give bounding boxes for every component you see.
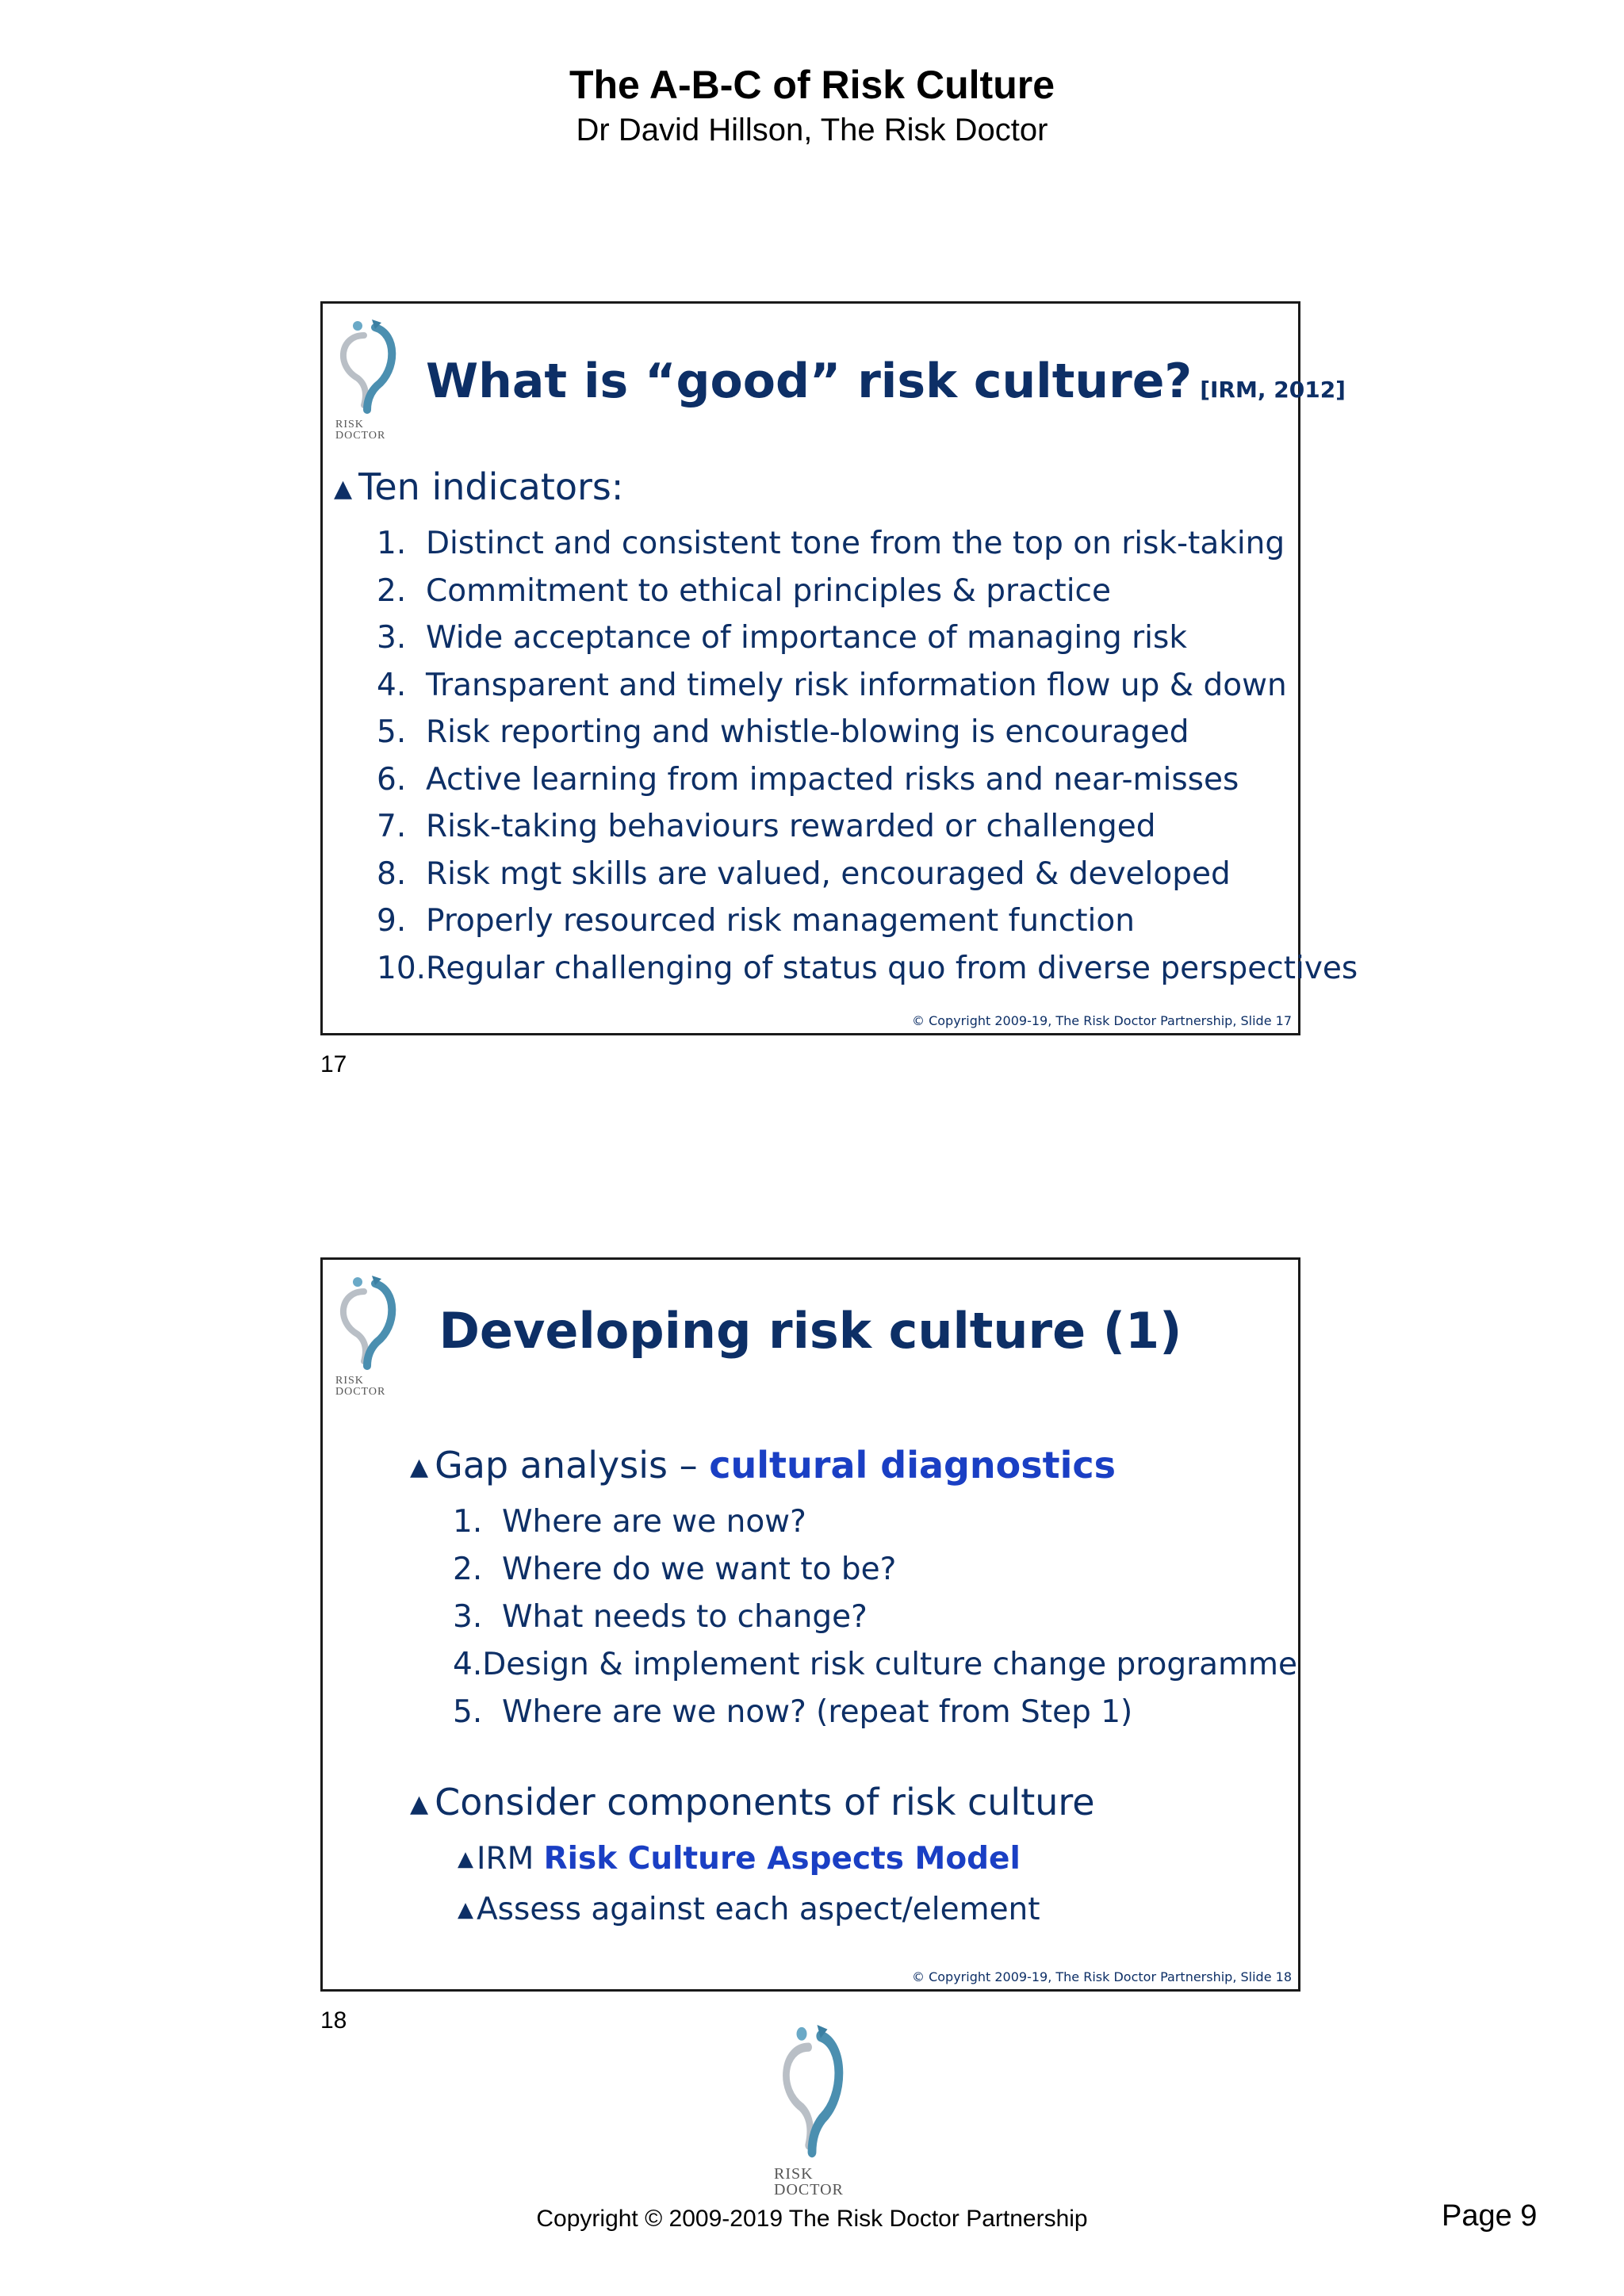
- slide-18: [320, 1257, 1300, 1992]
- triangle-bullet-icon: ▲: [458, 1847, 473, 1871]
- list-item: 5. Risk reporting and whistle-blowing is encouraged: [377, 714, 1189, 750]
- list-item: 10. Regular challenging of status quo from diverse perspectives: [377, 950, 1358, 986]
- bullet-point: ▲ Consider components of risk culture: [410, 1777, 1290, 1832]
- slide-copyright: © Copyright 2009-19, The Risk Doctor Partnership, Slide 17: [912, 1013, 1292, 1028]
- document-header: [0, 60, 1624, 151]
- slide-number: 17: [320, 1051, 347, 1077]
- list-item: 1. Distinct and consistent tone from the top on risk-taking: [377, 526, 1285, 561]
- list-item: 6. Active learning from impacted risks and near-misses: [377, 761, 1239, 798]
- slide-number: 18: [320, 2007, 347, 2034]
- bullet-point: ▲ Ten indicators:: [334, 462, 1293, 517]
- list-item: 2. Where do we want to be?: [453, 1552, 897, 1587]
- slide-body: [410, 1441, 1298, 1937]
- triangle-bullet-icon: ▲: [334, 475, 353, 503]
- indicator-list: [334, 520, 1358, 992]
- list-item: 5. Where are we now? (repeat from Step 1): [453, 1694, 1133, 1730]
- logo-text: RISK DOCTOR: [335, 1375, 386, 1398]
- slide-body: [334, 462, 1358, 992]
- page-number: Page 9: [1442, 2199, 1538, 2233]
- slide-17: [320, 301, 1358, 1035]
- logo-text: RISK DOCTOR: [774, 2165, 844, 2198]
- sub-bullet-list: [458, 1835, 1290, 1937]
- list-item: 8. Risk mgt skills are valued, encouraged & developed: [377, 855, 1231, 892]
- list-item: 4. Transparent and timely risk information flow up & down: [377, 667, 1287, 703]
- bullet-point: ▲ Gap analysis – cultural diagnostics: [410, 1441, 1290, 1495]
- triangle-bullet-icon: ▲: [410, 1790, 429, 1818]
- list-item: 9. Properly resourced risk management function: [377, 903, 1135, 939]
- list-item: 3. Wide acceptance of importance of managing risk: [377, 620, 1187, 656]
- risk-doctor-footer-logo-icon: [771, 2014, 853, 2196]
- list-item: 4. Design & implement risk culture change programme: [453, 1647, 1298, 1682]
- highlight-text: cultural diagnostics: [709, 1444, 1116, 1487]
- list-item: 3. What needs to change?: [453, 1599, 868, 1635]
- document-title: The A-B-C of Risk Culture: [569, 63, 1055, 107]
- triangle-bullet-icon: ▲: [410, 1453, 429, 1481]
- document-subtitle: Dr David Hillson, The Risk Doctor: [576, 113, 1048, 147]
- step-list: [410, 1498, 1298, 1736]
- sub-bullet-point: ▲ IRM Risk Culture Aspects Model: [458, 1835, 1290, 1886]
- footer-copyright: Copyright © 2009-2019 The Risk Doctor Partnership: [536, 2206, 1088, 2232]
- slide-copyright: © Copyright 2009-19, The Risk Doctor Partnership, Slide 18: [912, 1969, 1292, 1984]
- highlight-text: Risk Culture Aspects Model: [543, 1841, 1021, 1877]
- triangle-bullet-icon: ▲: [458, 1898, 473, 1922]
- slide-title: Developing risk culture (1): [439, 1302, 1182, 1360]
- risk-doctor-logo-icon: [329, 312, 405, 442]
- slide-title: What is “good” risk culture? [IRM, 2012]: [426, 354, 1346, 409]
- logo-text: RISK DOCTOR: [335, 419, 386, 442]
- sub-bullet-point: ▲ Assess against each aspect/element: [458, 1886, 1290, 1937]
- list-item: 2. Commitment to ethical principles & practice: [377, 572, 1111, 609]
- list-item: 1. Where are we now?: [453, 1504, 806, 1540]
- title-reference: [IRM, 2012]: [1200, 377, 1346, 403]
- list-item: 7. Risk-taking behaviours rewarded or challenged: [377, 809, 1156, 844]
